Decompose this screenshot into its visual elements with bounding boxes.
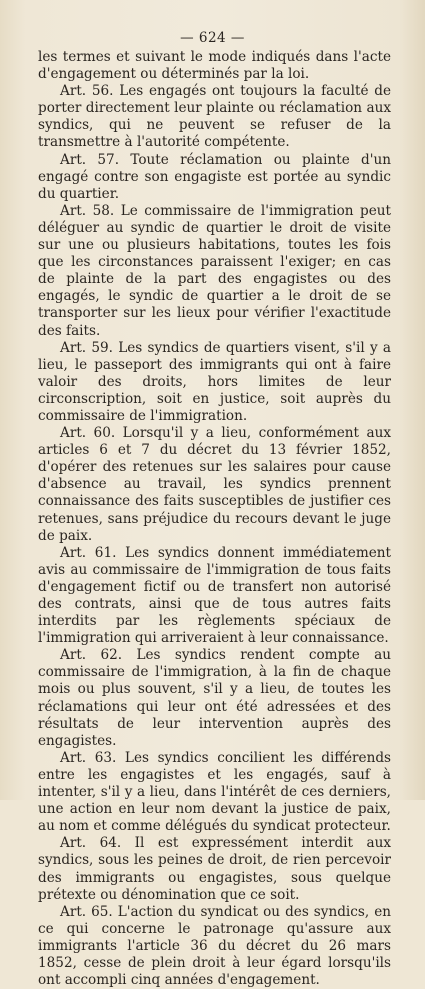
article-58: Art. 58. Le commissaire de l'immigration peut déléguer au syndic de quartier le droit de visite sur une ou plusieurs habitations, toutes les fois que les circonstances paraissent l'exiger; en cas de plainte de la part des engagistes ou des engagés, le syndic de quartier a le droit de se transporter sur les lieux pour vérifier l'exactitude des faits. (38, 202, 391, 339)
body-text (38, 49, 391, 989)
article-56: Art. 56. Les engagés ont toujours la faculté de porter directement leur plainte ou réclamation aux syndics, qui ne peuvent se refuser de la transmettre à l'autorité compétente. (38, 83, 391, 151)
paragraph-continuation: les termes et suivant le mode indiqués dans l'acte d'engagement ou déterminés par la loi. (38, 49, 391, 83)
article-61: Art. 61. Les syndics donnent immédiatement avis au commissaire de l'immigration de tous faits d'engagement fictif ou de transfert non autorisé des contrats, ainsi que de tous autres faits interdits par les règlements spéciaux de l'immigration qui arriveraient à leur connaissance. (38, 544, 391, 647)
article-57: Art. 57. Toute réclamation ou plainte d'un engagé contre son engagiste est portée au syndic du quartier. (38, 151, 391, 202)
article-60: Art. 60. Lorsqu'il y a lieu, conformément aux articles 6 et 7 du décret du 13 février 1852, d'opérer des retenues sur les salaires pour cause d'absence au travail, les syndics prennent connaissance des faits susceptibles de justifier ces retenues, sans préjudice du recours devant le juge de paix. (38, 425, 391, 544)
article-62: Art. 62. Les syndics rendent compte au commissaire de l'immigration, à la fin de chaque mois ou plus souvent, s'il y a lieu, de toutes les réclamations qui leur ont été adressées et des résultats de leur intervention auprès des engagistes. (38, 647, 391, 749)
page-number: — 624 — (180, 30, 245, 46)
article-63: Art. 63. Les syndics concilient les différends entre les engagistes et les engagés, sauf à intenter, s'il y a lieu, dans l'intérêt de ces derniers, une action en leur nom devant la justice de paix, au nom et comme délégués du syndicat protecteur. (38, 749, 391, 835)
article-59: Art. 59. Les syndics de quartiers visent, s'il y a lieu, le passeport des immigrants qui ont à faire valoir des droits, hors limites de leur circonscription, soit en justice, soit auprès du commissaire de l'immigration. (38, 339, 391, 424)
article-65: Art. 65. L'action du syndicat ou des syndics, en ce qui concerne le patronage qu'assure aux immigrants l'article 36 du décret du 26 mars 1852, cesse de plein droit à leur égard lorsqu'ils ont accompli cinq années d'engagement. (38, 903, 391, 989)
article-64: Art. 64. Il est expressément interdit aux syndics, sous les peines de droit, de rien percevoir des immigrants ou engagistes, sous quelque prétexte ou dénomination que ce soit. (38, 835, 391, 903)
